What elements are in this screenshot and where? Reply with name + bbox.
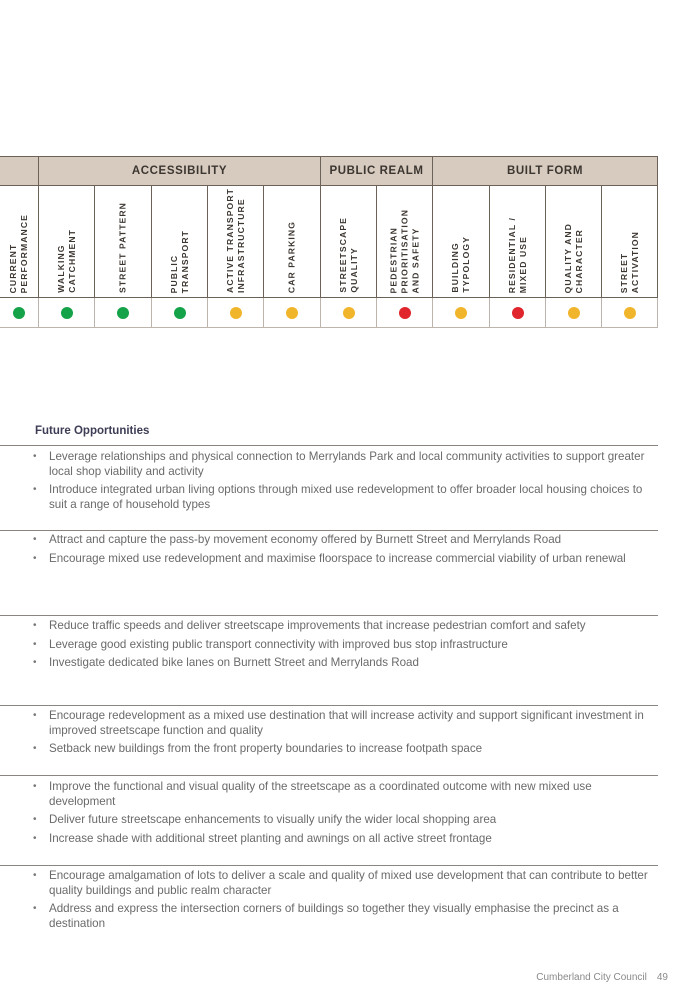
criteria-building-typology	[432, 186, 489, 297]
bullet-icon: •	[33, 638, 37, 650]
category-header-public-realm: PUBLIC REALM	[320, 157, 432, 185]
page-footer	[536, 972, 668, 983]
opportunity-section	[0, 775, 658, 845]
list-item: • Encourage mixed use redevelopment and maximise floorspace to increase commercial viability of urban renewal	[33, 551, 626, 565]
criteria-quality-and-character	[545, 186, 601, 297]
criteria-label: CURRENT PERFORMANCE	[8, 213, 29, 293]
list-item: • Encourage amalgamation of lots to deliver a scale and quality of mixed use development that can contribute to better quality buildings and public realm character	[33, 869, 648, 897]
list-item: • Improve the functional and visual quality of the streetscape as a coordinated outcome with new mixed use development	[33, 780, 592, 808]
criteria-header-row	[0, 186, 658, 298]
rating-dot	[61, 307, 73, 319]
criteria-label: QUALITY AND CHARACTER	[562, 222, 584, 293]
rating-cell	[320, 298, 376, 327]
criteria-pedestrian-prioritisation	[376, 186, 432, 297]
rating-cell	[0, 298, 38, 327]
criteria-label: PUBLIC TRANSPORT	[168, 229, 190, 293]
opportunity-list	[31, 619, 655, 675]
criteria-street-pattern	[94, 186, 151, 297]
bullet-icon: •	[33, 781, 37, 792]
page-number: 49	[656, 972, 668, 983]
criteria-label: WALKING CATCHMENT	[55, 229, 77, 293]
rating-cell	[94, 298, 151, 327]
rating-cell	[601, 298, 658, 327]
bullet-icon: •	[33, 903, 37, 914]
criteria-label: RESIDENTIAL / MIXED USE	[506, 216, 528, 293]
list-item: • Address and express the intersection corners of buildings so together they visually emphasise the precinct as a destination	[33, 902, 619, 930]
criteria-walking-catchment	[38, 186, 94, 297]
rating-dot	[230, 307, 242, 319]
category-header-row	[0, 156, 658, 186]
future-opportunities-heading: Future Opportunities	[35, 425, 150, 437]
rating-dot	[13, 307, 25, 319]
bullet-icon: •	[33, 552, 37, 564]
bullet-icon: •	[33, 620, 37, 631]
bullet-icon: •	[33, 451, 37, 462]
list-item: • Attract and capture the pass-by movement economy offered by Burnett Street and Merrylands Road	[33, 533, 562, 546]
rating-cell	[38, 298, 94, 327]
criteria-label: ACTIVE TRANSPORT INFRASTRUCTURE	[224, 188, 246, 293]
bullet-icon: •	[33, 814, 37, 825]
bullet-icon: •	[33, 870, 37, 881]
bullet-icon: •	[33, 743, 37, 754]
criteria-label: STREET PATTERN	[117, 202, 128, 293]
opportunity-list	[31, 869, 655, 935]
list-item: • Leverage relationships and physical connection to Merrylands Park and local community activities to support greater local shop viability and activity	[33, 450, 645, 478]
list-item: • Increase shade with additional street planting and awnings on all active street frontage	[33, 831, 492, 845]
bullet-icon: •	[33, 484, 37, 495]
rating-cell	[151, 298, 207, 327]
rating-cell	[263, 298, 320, 327]
rating-cell	[489, 298, 545, 327]
category-header-accessibility: ACCESSIBILITY	[38, 157, 320, 185]
rating-dot	[568, 307, 580, 319]
opportunity-list	[31, 450, 655, 516]
criteria-public-transport	[151, 186, 207, 297]
list-item: • Reduce traffic speeds and deliver streetscape improvements that increase pedestrian comfort and safety	[33, 619, 586, 632]
assessment-table	[0, 156, 658, 330]
opportunity-section	[0, 705, 658, 755]
rating-dot	[286, 307, 298, 319]
criteria-label: CAR PARKING	[286, 220, 297, 293]
criteria-label: BUILDING TYPOLOGY	[450, 236, 471, 293]
rating-cell	[545, 298, 601, 327]
criteria-residential-mixed-use	[489, 186, 545, 297]
rating-dot	[117, 307, 129, 319]
bullet-icon: •	[33, 534, 37, 545]
criteria-active-transport	[207, 186, 263, 297]
bullet-icon: •	[33, 710, 37, 721]
rating-cell	[432, 298, 489, 327]
rating-cell	[376, 298, 432, 327]
rating-dot	[174, 307, 186, 319]
bullet-icon: •	[33, 657, 37, 668]
list-item: • Investigate dedicated bike lanes on Burnett Street and Merrylands Road	[33, 656, 419, 669]
list-item: • Introduce integrated urban living options through mixed use redevelopment to offer broader local housing choices to suit a range of household types	[33, 483, 643, 511]
rating-dot	[624, 307, 636, 319]
rating-row	[0, 298, 658, 328]
criteria-streetscape-quality	[320, 186, 376, 297]
list-item: • Deliver future streetscape enhancements to visually unify the wider local shopping area	[33, 813, 497, 826]
criteria-street-activation	[601, 186, 658, 297]
category-header-performance	[0, 157, 38, 185]
category-header-built-form: BUILT FORM	[432, 157, 658, 185]
opportunity-list	[31, 533, 655, 570]
rating-dot	[455, 307, 467, 319]
rating-dot	[343, 307, 355, 319]
criteria-label: STREETSCAPE QUALITY	[337, 217, 359, 293]
list-item: • Encourage redevelopment as a mixed use destination that will increase activity and support significant investment in improved streetscape function and quality	[33, 709, 644, 737]
bullet-icon: •	[33, 832, 37, 844]
opportunity-list	[31, 709, 655, 761]
list-item: • Setback new buildings from the front property boundaries to increase footpath space	[33, 742, 483, 755]
opportunity-section	[0, 530, 658, 565]
opportunity-section	[0, 445, 658, 511]
opportunity-list	[31, 780, 655, 850]
rating-dot	[512, 307, 524, 319]
opportunity-section	[0, 615, 658, 669]
rating-dot	[399, 307, 411, 319]
council-name: Cumberland City Council	[536, 972, 647, 983]
opportunity-section	[0, 865, 658, 930]
rating-cell	[207, 298, 263, 327]
criteria-car-parking	[263, 186, 320, 297]
list-item: • Leverage good existing public transport connectivity with improved bus stop infrastructure	[33, 637, 508, 651]
criteria-label: STREET ACTIVATION	[618, 230, 640, 293]
criteria-label: PEDESTRIAN PRIORITISATION AND SAFETY	[388, 208, 420, 293]
criteria-current-performance	[0, 186, 38, 297]
